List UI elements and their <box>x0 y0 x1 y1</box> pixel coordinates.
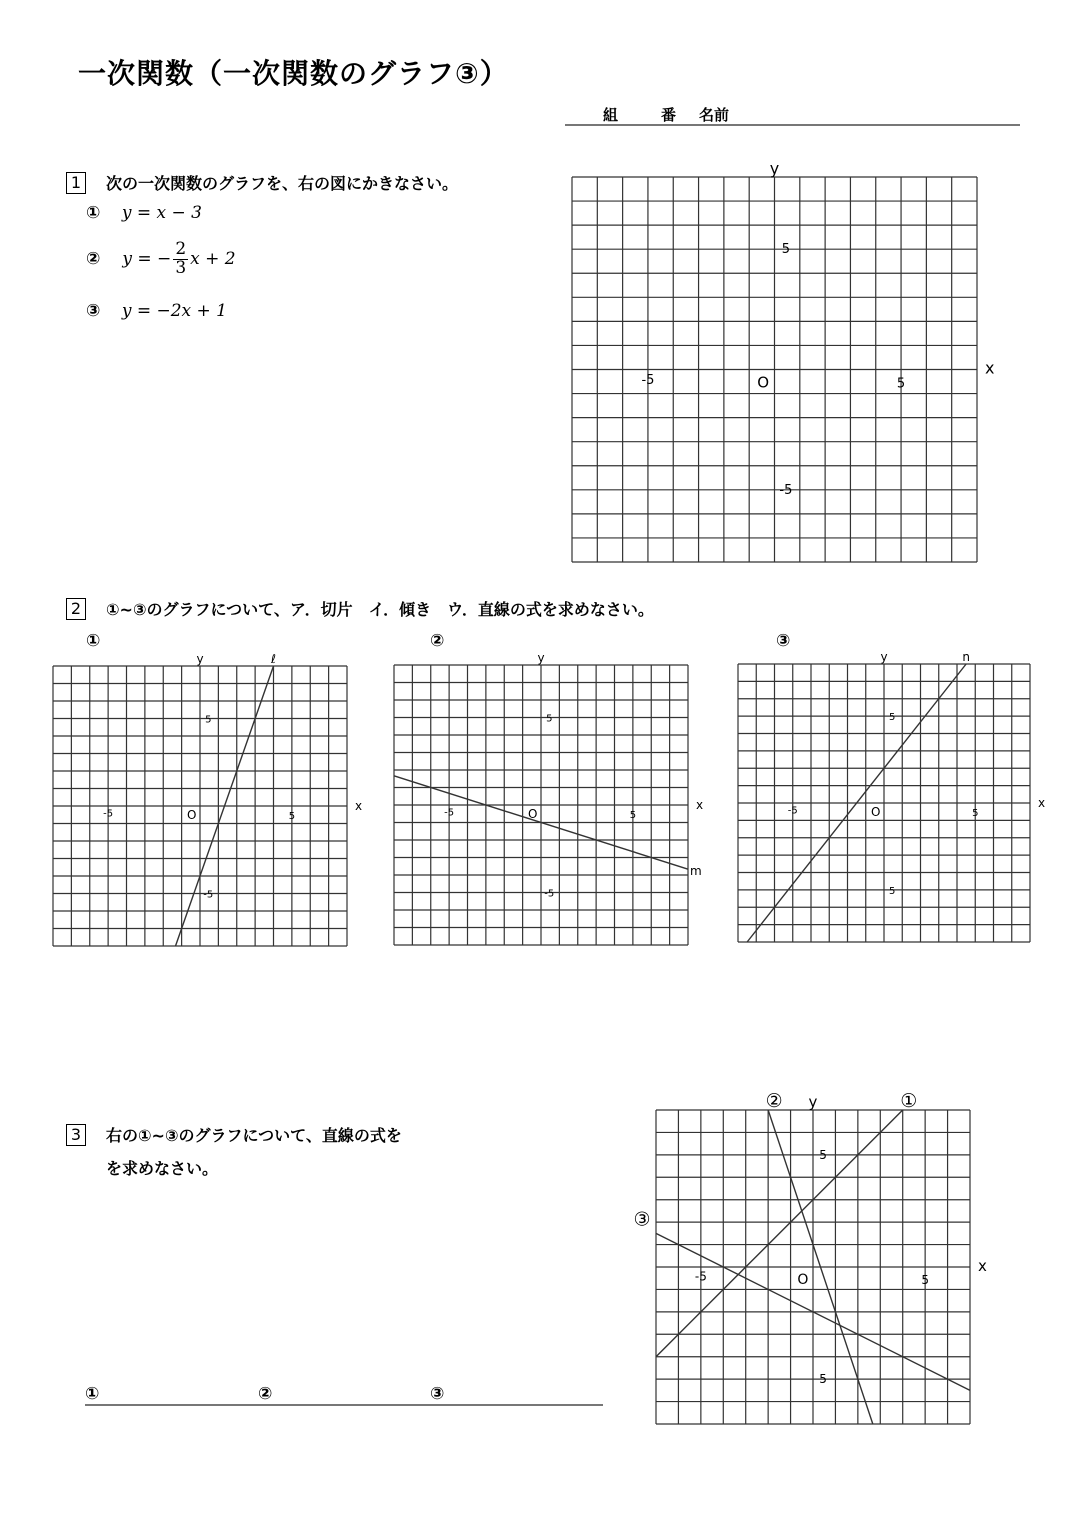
x-tick-label: -5 <box>787 805 798 817</box>
graph-line-label: m <box>690 864 702 879</box>
item-mark: ③ <box>86 301 101 321</box>
x-tick-label: 5 <box>896 376 906 392</box>
x-tick-label: 5 <box>288 811 296 823</box>
y-axis-label: y <box>769 159 780 178</box>
class-label: 組 <box>603 106 619 124</box>
x-tick-label: 5 <box>629 810 637 822</box>
graph-q2-3 <box>730 630 1060 960</box>
fraction-denominator: 3 <box>175 257 187 278</box>
name-field[interactable] <box>565 104 1020 126</box>
graph-line-1 <box>656 1110 903 1357</box>
equation-rhs: x + 2 <box>190 249 236 270</box>
y-tick-label: 5 <box>889 885 896 897</box>
x-tick-label: -5 <box>444 807 455 819</box>
graph-line-label: ℓ <box>271 652 276 666</box>
answer-line[interactable] <box>85 1384 603 1406</box>
equation-rhs: −2x + 1 <box>156 301 227 321</box>
y-tick-label: 5 <box>819 1147 827 1162</box>
name-label: 名前 <box>699 106 730 124</box>
graph-line-label: ③ <box>633 1208 651 1231</box>
y-axis-label: y <box>808 1093 818 1111</box>
y-axis-label: y <box>880 650 888 664</box>
origin-label: O <box>797 1271 809 1288</box>
question-2-header <box>66 597 654 620</box>
graph-line-label: n <box>962 650 970 664</box>
item-mark: ① <box>86 203 101 223</box>
graph-q1[interactable] <box>560 155 1010 575</box>
x-tick-label: -5 <box>694 1269 707 1284</box>
x-tick-label: -5 <box>103 808 114 820</box>
origin-label: O <box>871 805 881 820</box>
item-mark: ② <box>86 249 101 270</box>
equation-2 <box>86 241 236 278</box>
graph-line-label: ② <box>765 1090 783 1112</box>
x-tick-label: 5 <box>972 808 979 820</box>
graph-q2-1 <box>45 648 375 958</box>
question-number-box: 3 <box>66 1124 86 1146</box>
question-3-header <box>66 1123 402 1146</box>
answer-mark-3: ③ <box>430 1384 445 1404</box>
y-tick-label: 5 <box>781 242 791 258</box>
x-axis-label: x <box>1038 796 1046 810</box>
y-tick-label: -5 <box>544 888 555 900</box>
x-tick-label: 5 <box>921 1272 929 1287</box>
question-1-header <box>66 171 458 194</box>
origin-label: O <box>528 807 538 822</box>
y-tick-label: -5 <box>203 889 214 901</box>
equation-lhs: y = <box>121 203 157 223</box>
equation-1 <box>86 203 202 223</box>
x-tick-label: -5 <box>641 372 655 388</box>
question-3-instruction-line1: 右の①~③のグラフについて、直線の式を <box>106 1126 402 1145</box>
origin-label: O <box>187 808 197 823</box>
graph-mark-1: ① <box>86 631 101 651</box>
x-axis-label: x <box>985 358 995 378</box>
number-label: 番 <box>661 106 677 124</box>
y-tick-label: 5 <box>889 712 896 724</box>
graph-q2-2 <box>385 648 715 958</box>
equation-rhs: x − 3 <box>156 203 202 223</box>
x-axis-label: x <box>978 1257 987 1275</box>
y-tick-label: 5 <box>546 713 553 725</box>
origin-label: O <box>757 373 770 392</box>
x-axis-label: x <box>696 798 704 812</box>
fraction-numerator: 2 <box>175 239 187 259</box>
question-2-instruction: ①~③のグラフについて、ア．切片 イ．傾き ウ．直線の式を求めなさい。 <box>106 600 654 619</box>
question-3-instruction-line2: を求めなさい。 <box>106 1159 219 1178</box>
fraction <box>173 241 188 278</box>
x-axis-label: x <box>355 799 363 813</box>
answer-mark-2: ② <box>258 1384 273 1404</box>
graph-mark-2: ② <box>430 631 445 651</box>
y-axis-label: y <box>537 651 545 665</box>
question-1-instruction: 次の一次関数のグラフを、右の図にかきなさい。 <box>106 174 459 193</box>
answer-mark-1: ① <box>85 1384 100 1404</box>
graph-q3 <box>625 1085 995 1435</box>
y-tick-label: 5 <box>205 714 212 726</box>
graph-line-label: ① <box>900 1090 918 1112</box>
equation-3 <box>86 301 227 321</box>
y-axis-label: y <box>196 652 204 666</box>
equation-lhs: y = <box>121 301 157 321</box>
page-title: 一次関数（一次関数のグラフ③） <box>78 57 509 90</box>
y-tick-label: 5 <box>819 1372 827 1387</box>
equation-lhs: y = − <box>122 249 172 270</box>
question-number-box: 2 <box>66 598 86 620</box>
y-tick-label: -5 <box>779 482 793 498</box>
question-number-box: 1 <box>66 172 86 194</box>
graph-mark-3: ③ <box>776 631 791 651</box>
